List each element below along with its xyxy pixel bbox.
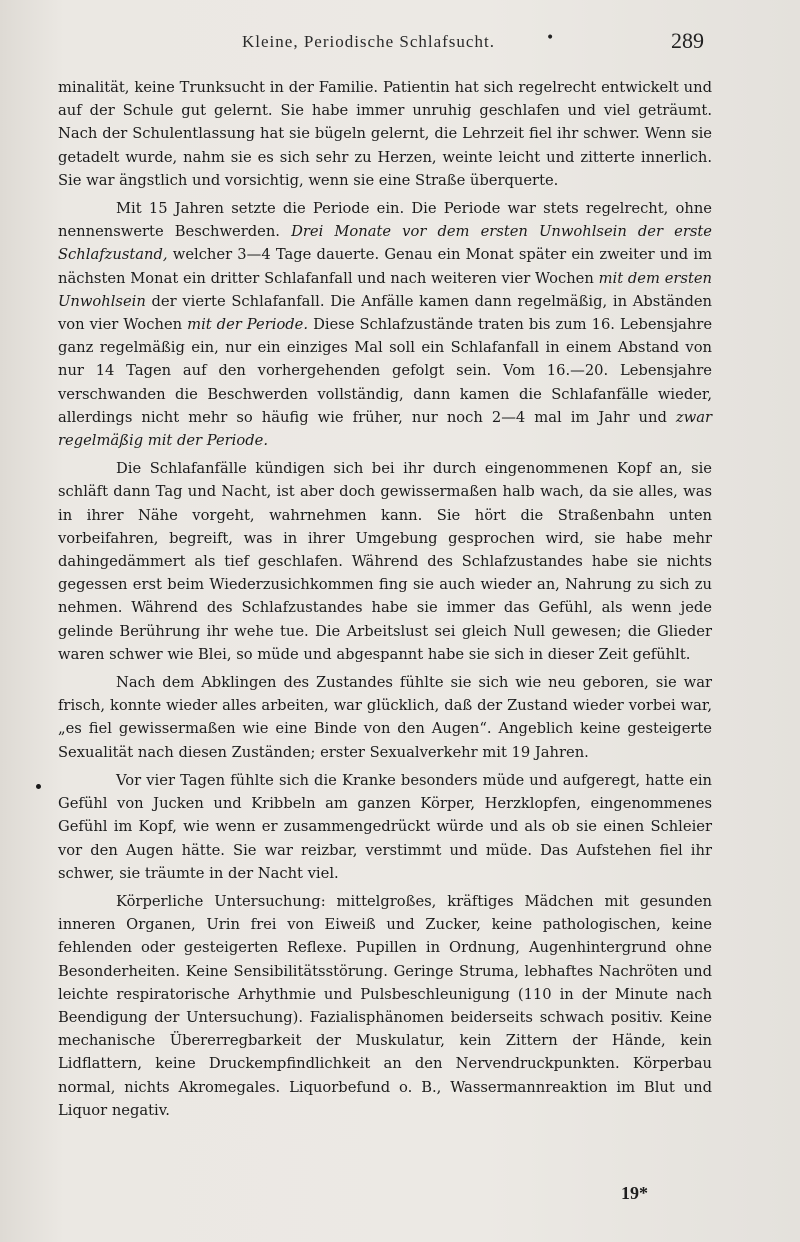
emphasized-text: mit der Periode. xyxy=(187,316,309,334)
body-text xyxy=(58,76,712,1127)
text-run: Mit 15 Jahren setzte die Periode ein. Die Periode war stets regelrecht, ohne nennenswerte Beschwerden. xyxy=(58,200,712,241)
paragraph xyxy=(58,457,712,666)
running-title: Kleine, Periodische Schlafsucht. xyxy=(242,32,495,51)
header-dot: • xyxy=(546,30,555,46)
text-run: minalität, keine Trunksucht in der Familie. Patientin hat sich regelrecht entwickelt und auf der Schule gut gelernt. Sie habe immer unruhig geschlafen und viel geträumt. Nach der Schulentlassung hat sie bügeln gelernt, die Lehrzeit fiel ihr schwer. Wenn sie getadelt wurde, nahm sie es sich sehr zu Herzen, weinte leicht und zitterte innerlich. Sie war ängstlich und vorsichtig, wenn sie eine Straße überquerte. xyxy=(58,79,712,189)
margin-dot-mark xyxy=(36,784,41,789)
text-run: Körperliche Untersuchung: mittelgroßes, kräftiges Mädchen mit gesunden inneren Organen, Urin frei von Eiweiß und Zucker, keine pathologischen, keine fehlenden oder gesteigerten Reflexe. Pupillen in Ordnung, Augenhintergrund ohne Besonderheiten. Keine Sensibilitätsstörung. Geringe Struma, lebhaftes Nachröten und leichte respiratorische Arhythmie und Pulsbeschleunigung (110 in der Minute nach Beendigung der Untersuchung). Fazialisphänomen beiderseits schwach positiv. Keine mechanische Übererregbarkeit der Muskulatur, kein Zittern der Hände, kein Lidflattern, keine Druckempfindlichkeit an den Nervendruckpunkten. Körperbau normal, nichts Akromegales. Liquorbefund o. B., Wassermannreaktion im Blut und Liquor negativ. xyxy=(58,892,712,1119)
text-run: Die Schlafanfälle kündigen sich bei ihr durch eingenommenen Kopf an, sie schläft dann Tag und Nacht, ist aber doch gewissermaßen halb wach, da sie alles, was in ihrer Nähe vorgeht, wahrnehmen kann. Sie hört die Straßenbahn unten vorbeifahren, begreift, was in ihrer Umgebung gesprochen wird, sie habe mehr dahingedämmert als tief geschlafen. Während des Schlafzustandes habe sie nichts gegessen erst beim Wiederzusichkommen fing sie auch wieder an, Nahrung zu sich zu nehmen. Während des Schlafzustandes habe sie immer das Gefühl, als wenn jede gelinde Berührung ihr wehe tue. Die Arbeitslust sei gleich Null gewesen; die Glieder waren schwer wie Blei, so müde und abgespannt habe sie sich in dieser Zeit gefühlt. xyxy=(58,460,712,663)
paragraph xyxy=(58,890,712,1122)
paragraph xyxy=(58,197,712,452)
text-run: Nach dem Abklingen des Zustandes fühlte sie sich wie neu geboren, sie war frisch, konnte wieder alles arbeiten, war glücklich, daß der Zustand wieder vorbei war, „es fiel gewissermaßen wie eine Binde von den Augen“. Angeblich keine gesteigerte Sexualität nach diesen Zuständen; erster Sexualverkehr mit 19 Jahren. xyxy=(58,674,712,761)
text-run: der vierte Schlafanfall. Die Anfälle kamen dann regelmäßig, in Abständen von vier Wochen xyxy=(58,292,712,334)
emphasized-text: zwar regelmäßig mit der Periode. xyxy=(58,408,712,450)
paragraph xyxy=(58,671,712,764)
paragraph xyxy=(58,76,712,192)
text-run: Diese Schlafzustände traten bis zum 16. Lebensjahre ganz regelmäßig ein, nur ein einziges Mal soll ein Schlafanfall in einem Abstand von nur 14 Tagen auf den vorhergehenden gefolgt sein. Vom 16.—20. Lebensjahre verschwanden die Beschwerden vollständig, dann kamen die Schlafanfälle wieder, allerdings nicht mehr so häufig wie früher, nur noch 2—4 mal im Jahr und xyxy=(58,316,713,426)
paragraph xyxy=(58,769,712,885)
page-number: 289 xyxy=(671,28,704,53)
emphasized-text: Drei Monate vor dem ersten Unwohlsein der erste Schlafzustand, xyxy=(58,223,712,264)
emphasized-text: mit dem ersten Unwohlsein xyxy=(58,269,712,310)
text-run: welcher 3—4 Tage dauerte. Genau ein Monat später ein zweiter und im nächsten Monat ein dritter Schlafanfall und nach weiteren vier Wochen xyxy=(58,246,712,287)
page-header xyxy=(0,28,800,54)
signature-mark: 19* xyxy=(621,1183,648,1203)
text-run: Vor vier Tagen fühlte sich die Kranke besonders müde und aufgeregt, hatte ein Gefühl von Jucken und Kribbeln am ganzen Körper, Herzklopfen, eingenommenes Gefühl im Kopf, wie wenn er zusammengedrückt würde und als ob sie einen Schleier vor den Augen hätte. Sie war reizbar, verstimmt und müde. Das Aufstehen fiel ihr schwer, sie träumte in der Nacht viel. xyxy=(58,771,712,882)
